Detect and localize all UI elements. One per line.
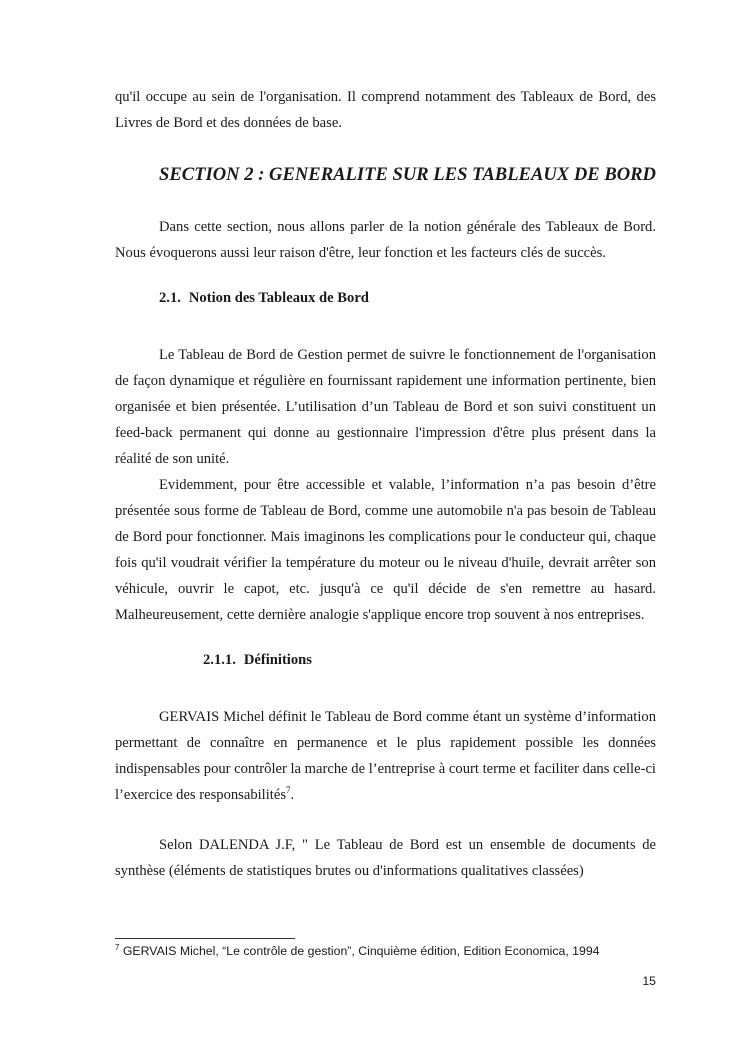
continuation-paragraph: qu'il occupe au sein de l'organisation. Il comprend notamment des Tableaux de Bord, des Livres de Bord et des données de base. [115, 89, 656, 131]
subsection-number: 2.1. [159, 290, 181, 306]
footnote [115, 944, 600, 958]
footnote-text: GERVAIS Michel, “Le contrôle de gestion”, Cinquième édition, Edition Economica, 1994 [119, 944, 600, 958]
section-intro-paragraph: Dans cette section, nous allons parler de la notion générale des Tableaux de Bord. Nous évoquerons aussi leur raison d'être, leur fonction et les facteurs clés de succès. [115, 219, 656, 261]
footnote-marker: 7 [115, 942, 120, 952]
gervais-definition-end: . [290, 787, 295, 803]
subsection-heading-2-1 [159, 290, 369, 307]
footnote-separator [115, 938, 295, 939]
subsection-title: Définitions [243, 652, 312, 668]
notion-paragraph-2: Evidemment, pour être accessible et valable, l’information n’a pas besoin d’être présentée sous forme de Tableau de Bord, comme une automobile n'a pas besoin de Tableau de Bord pour fonctionner. Mais imaginons les complications pour le conducteur qui, chaque fois qu'il voudrait vérifier la température du moteur ou le niveau d'huile, devrait arrêter son véhicule, ouvrir le capot, etc. jusqu'à ce qu'il décide de s'en remettre au hasard. Malheureusement, cette dernière analogie s'applique encore trop souvent à nos entreprises. [115, 477, 656, 623]
page-number: 15 [642, 974, 656, 988]
subsection-title: Notion des Tableaux de Bord [188, 290, 369, 306]
footnote-reference[interactable]: 7 [286, 785, 291, 796]
gervais-definition-paragraph [115, 704, 656, 808]
subsection-heading-2-1-1 [203, 652, 312, 669]
gervais-definition-text: GERVAIS Michel définit le Tableau de Bord comme étant un système d’information permettant de connaître en permanence et le plus rapidement possible les données indispensables pour contrôler la marche de l’entreprise à court terme et faciliter dans celle-ci l’exercice des responsabilités [115, 709, 656, 803]
notion-paragraph-1: Le Tableau de Bord de Gestion permet de suivre le fonctionnement de l'organisation de façon dynamique et régulière en fournissant rapidement une information pertinente, bien organisée et bien présentée. L’utilisation d’un Tableau de Bord et son suivi constituent un feed-back permanent qui donne au gestionnaire l'impression d'être plus présent dans la réalité de son unité. [115, 347, 656, 467]
dalenda-definition-paragraph: Selon DALENDA J.F, " Le Tableau de Bord est un ensemble de documents de synthèse (éléments de statistiques brutes ou d'informations qualitatives classées) [115, 837, 656, 879]
subsection-number: 2.1.1. [203, 652, 236, 668]
section-title: SECTION 2 : GENERALITE SUR LES TABLEAUX DE BORD [159, 164, 656, 185]
